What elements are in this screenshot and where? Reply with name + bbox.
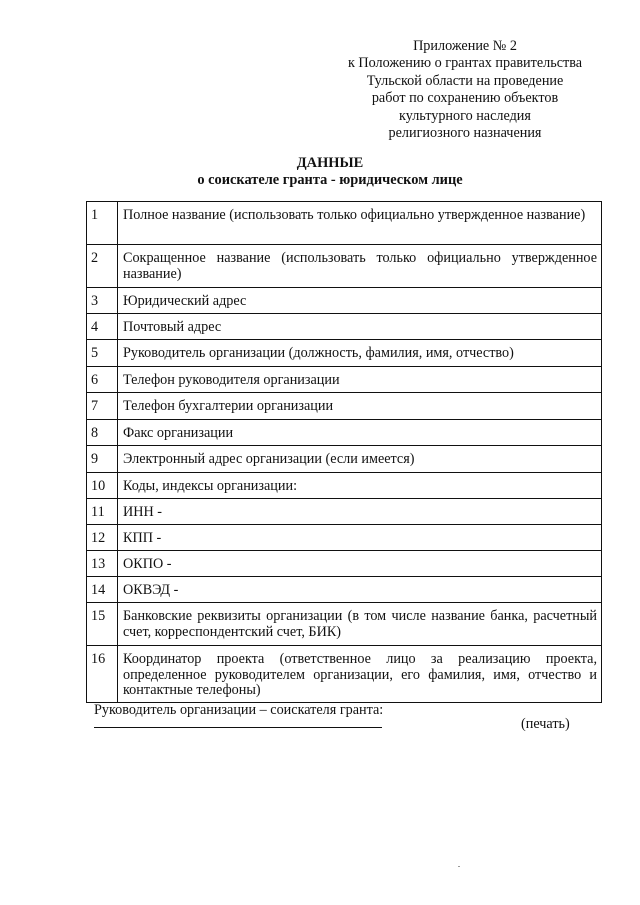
row-field-label: Факс организации	[118, 420, 602, 446]
table-row	[87, 603, 602, 646]
table-row	[87, 646, 602, 703]
appendix-line: к Положению о грантах правительства	[347, 55, 583, 72]
table-row	[87, 577, 602, 603]
row-number: 6	[87, 367, 118, 393]
row-number: 16	[87, 646, 118, 703]
table-row	[87, 473, 602, 499]
row-field-label: Сокращенное название (использовать только официально утвержденное название)	[118, 245, 602, 288]
title-subtitle: о соискателе гранта - юридическом лице	[197, 172, 463, 188]
row-field-label: КПП -	[118, 525, 602, 551]
row-number: 2	[87, 245, 118, 288]
appendix-line: Приложение № 2	[413, 38, 517, 54]
table-row	[87, 314, 602, 340]
table-row	[87, 551, 602, 577]
row-field-label: Почтовый адрес	[118, 314, 602, 340]
signer-label: Руководитель организации – соискателя гранта:	[94, 702, 384, 718]
scan-speck	[458, 866, 460, 867]
appendix-header	[300, 38, 630, 142]
appendix-line: работ по сохранению объектов	[371, 90, 559, 107]
table-row	[87, 245, 602, 288]
row-number: 1	[87, 202, 118, 245]
table-row	[87, 288, 602, 314]
row-field-label: Банковские реквизиты организации (в том числе название банка, расчетный счет, корреспондентский счет, БИК)	[118, 603, 602, 646]
table-row	[87, 525, 602, 551]
table-row	[87, 202, 602, 245]
row-number: 13	[87, 551, 118, 577]
row-field-label: ОКПО -	[118, 551, 602, 577]
row-field-label: Юридический адрес	[118, 288, 602, 314]
appendix-line: религиозного назначения	[388, 125, 542, 142]
table-row	[87, 340, 602, 367]
row-field-label: Коды, индексы организации:	[118, 473, 602, 499]
applicant-data-table	[86, 201, 602, 703]
document-title	[160, 155, 500, 189]
row-number: 12	[87, 525, 118, 551]
row-number: 10	[87, 473, 118, 499]
row-field-label: ОКВЭД -	[118, 577, 602, 603]
row-field-label: Телефон бухгалтерии организации	[118, 393, 602, 420]
row-field-label: Руководитель организации (должность, фамилия, имя, отчество)	[118, 340, 602, 367]
row-field-label: Электронный адрес организации (если имеется)	[118, 446, 602, 473]
row-field-label: Полное название (использовать только официально утвержденное название)	[118, 202, 602, 245]
title-main: ДАННЫЕ	[296, 155, 364, 171]
table-row	[87, 499, 602, 525]
stamp-label: (печать)	[521, 716, 570, 732]
row-number: 3	[87, 288, 118, 314]
table-row	[87, 446, 602, 473]
row-field-label: ИНН -	[118, 499, 602, 525]
row-number: 9	[87, 446, 118, 473]
appendix-line: Тульской области на проведение	[366, 72, 564, 89]
row-number: 4	[87, 314, 118, 340]
row-number: 7	[87, 393, 118, 420]
row-number: 11	[87, 499, 118, 525]
row-number: 14	[87, 577, 118, 603]
row-number: 8	[87, 420, 118, 446]
table-row	[87, 393, 602, 420]
signature-line	[94, 727, 382, 728]
appendix-line: культурного наследия	[399, 107, 531, 124]
row-number: 15	[87, 603, 118, 646]
table-row	[87, 420, 602, 446]
row-field-label: Телефон руководителя организации	[118, 367, 602, 393]
row-number: 5	[87, 340, 118, 367]
table-row	[87, 367, 602, 393]
row-field-label: Координатор проекта (ответственное лицо за реализацию проекта, определенное руководителем организации, его фамилия, имя, отчество и контактные телефоны)	[118, 646, 602, 703]
